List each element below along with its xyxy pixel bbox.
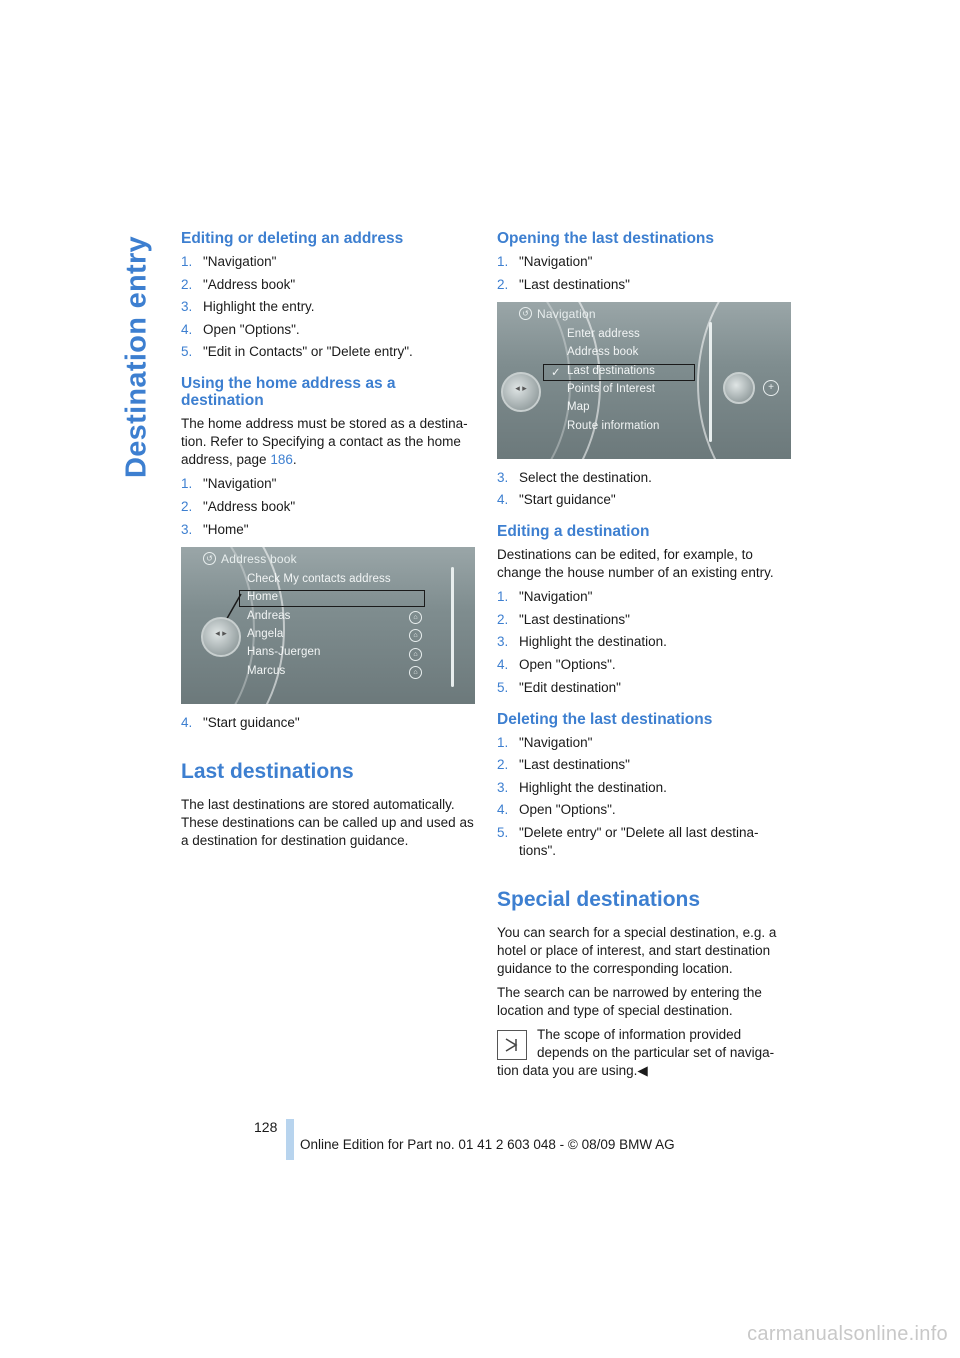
heading-deleting: Deleting the last destinations bbox=[497, 710, 713, 728]
heading-edit-address: Editing or deleting an address bbox=[181, 230, 404, 247]
steps-editing bbox=[497, 588, 793, 696]
page-link[interactable]: 186 bbox=[270, 452, 293, 468]
page-number: 128 bbox=[254, 1119, 278, 1135]
list-item: 3. Highlight the entry. bbox=[181, 299, 315, 315]
steps-opening-cont bbox=[497, 469, 793, 510]
menu-item: Marcus bbox=[247, 664, 286, 677]
left-column bbox=[181, 230, 477, 856]
end-marker-icon: ◀ bbox=[637, 1062, 648, 1078]
heading-last-destinations: Last destinations bbox=[181, 759, 354, 783]
list-item: 1. "Navigation" bbox=[497, 254, 593, 269]
back-icon: ↺ bbox=[519, 307, 532, 320]
menu-item: Hans-Juergen bbox=[247, 645, 321, 658]
list-item: 3. Highlight the destination. bbox=[497, 779, 667, 795]
navigation-screen bbox=[497, 302, 791, 459]
list-item: 2. "Last destinations" bbox=[497, 757, 630, 773]
list-item: 2. "Last destinations" bbox=[497, 276, 630, 292]
screen-header: Navigation bbox=[537, 306, 596, 321]
check-icon: ✓ bbox=[551, 366, 561, 379]
list-item: 3. Highlight the destination. bbox=[497, 634, 667, 650]
list-item: 4. "Start guidance" bbox=[181, 714, 300, 730]
contact-icon: ⌂ bbox=[409, 611, 422, 624]
heading-opening: Opening the last destinations bbox=[497, 230, 715, 247]
footer-edition: Online Edition for Part no. 01 41 2 603 048 - © 08/09 BMW AG bbox=[300, 1137, 675, 1152]
list-item: 4. "Start guidance" bbox=[497, 492, 616, 508]
special-text-1: You can search for a special destination, e.g. a hotel or place of interest, and start destination guidance to the corresponding location. bbox=[497, 924, 777, 976]
address-book-screen bbox=[181, 547, 475, 704]
list-item: 1. "Navigation" bbox=[497, 734, 593, 750]
steps-home-address bbox=[181, 475, 477, 538]
menu-item: Last destinations bbox=[567, 364, 656, 377]
list-item: 1. "Navigation" bbox=[181, 254, 277, 269]
menu-item: Home bbox=[247, 590, 279, 603]
last-destinations-text: The last destinations are stored automatically. These destinations can be called up and used as a destination for destination guidance. bbox=[181, 796, 474, 848]
steps-deleting bbox=[497, 734, 793, 860]
list-item: 2. "Address book" bbox=[181, 276, 296, 292]
steps-opening bbox=[497, 253, 793, 294]
menu-item: Address book bbox=[567, 345, 639, 358]
footer-bar bbox=[286, 1119, 294, 1160]
side-title-text: Destination entry bbox=[120, 236, 153, 478]
menu-item: Check My contacts address bbox=[247, 572, 391, 585]
screen-header: Address book bbox=[221, 551, 297, 566]
list-item: 3. Select the destination. bbox=[497, 469, 652, 485]
list-item: 5. "Edit in Contacts" or "Delete entry". bbox=[181, 344, 413, 360]
watermark: carmanualsonline.info bbox=[747, 1323, 948, 1345]
editing-text: Destinations can be edited, for example, to change the house number of an existing entry. bbox=[497, 547, 774, 581]
list-item: 4. Open "Options". bbox=[497, 802, 616, 818]
list-item: 2. "Last destinations" bbox=[497, 611, 630, 627]
note-arrow-icon bbox=[497, 1030, 527, 1060]
heading-editing: Editing a destination bbox=[497, 523, 650, 541]
menu-item: Points of Interest bbox=[567, 382, 656, 395]
steps-home-address-cont bbox=[181, 714, 477, 732]
menu-item: Route information bbox=[567, 419, 660, 432]
contact-icon: ⌂ bbox=[409, 629, 422, 642]
list-item: 4. Open "Options". bbox=[497, 656, 616, 672]
heading-special: Special destinations bbox=[497, 887, 701, 911]
menu-item: Angela bbox=[247, 627, 284, 640]
list-item: 5. "Edit destination" bbox=[497, 679, 621, 695]
list-item: 4. Open "Options". bbox=[181, 321, 300, 337]
side-knob-icon bbox=[723, 372, 755, 404]
menu-item: Enter address bbox=[567, 327, 640, 340]
menu-item: Map bbox=[567, 400, 590, 413]
list-item: 3. "Home" bbox=[181, 521, 249, 537]
heading-home-address: Using the home address as a destination bbox=[181, 375, 396, 410]
side-title bbox=[114, 232, 160, 482]
special-note: The scope of information provided depends on the particular set of naviga-tion data you are using.◀ bbox=[497, 1026, 775, 1078]
list-item: 1. "Navigation" bbox=[497, 589, 593, 605]
controller-knob-icon: ◂ ▸ bbox=[201, 617, 241, 657]
home-address-intro: The home address must be stored as a destina-tion. Refer to Specifying a contact as the home address, page 186. bbox=[181, 416, 468, 468]
back-icon: ↺ bbox=[203, 552, 216, 565]
special-text-2: The search can be narrowed by entering the location and type of special destination. bbox=[497, 984, 762, 1018]
list-item: 5. "Delete entry" or "Delete all last destina-tions". bbox=[497, 824, 759, 858]
contact-icon: ⌂ bbox=[409, 666, 422, 679]
plus-icon: + bbox=[763, 380, 779, 396]
list-item: 2. "Address book" bbox=[181, 498, 296, 514]
right-column bbox=[497, 230, 793, 1086]
steps-edit-address bbox=[181, 253, 477, 361]
menu-item: Andreas bbox=[247, 609, 291, 622]
contact-icon: ⌂ bbox=[409, 648, 422, 661]
controller-knob-icon: ◂ ▸ bbox=[501, 372, 541, 412]
list-item: 1. "Navigation" bbox=[181, 476, 277, 492]
